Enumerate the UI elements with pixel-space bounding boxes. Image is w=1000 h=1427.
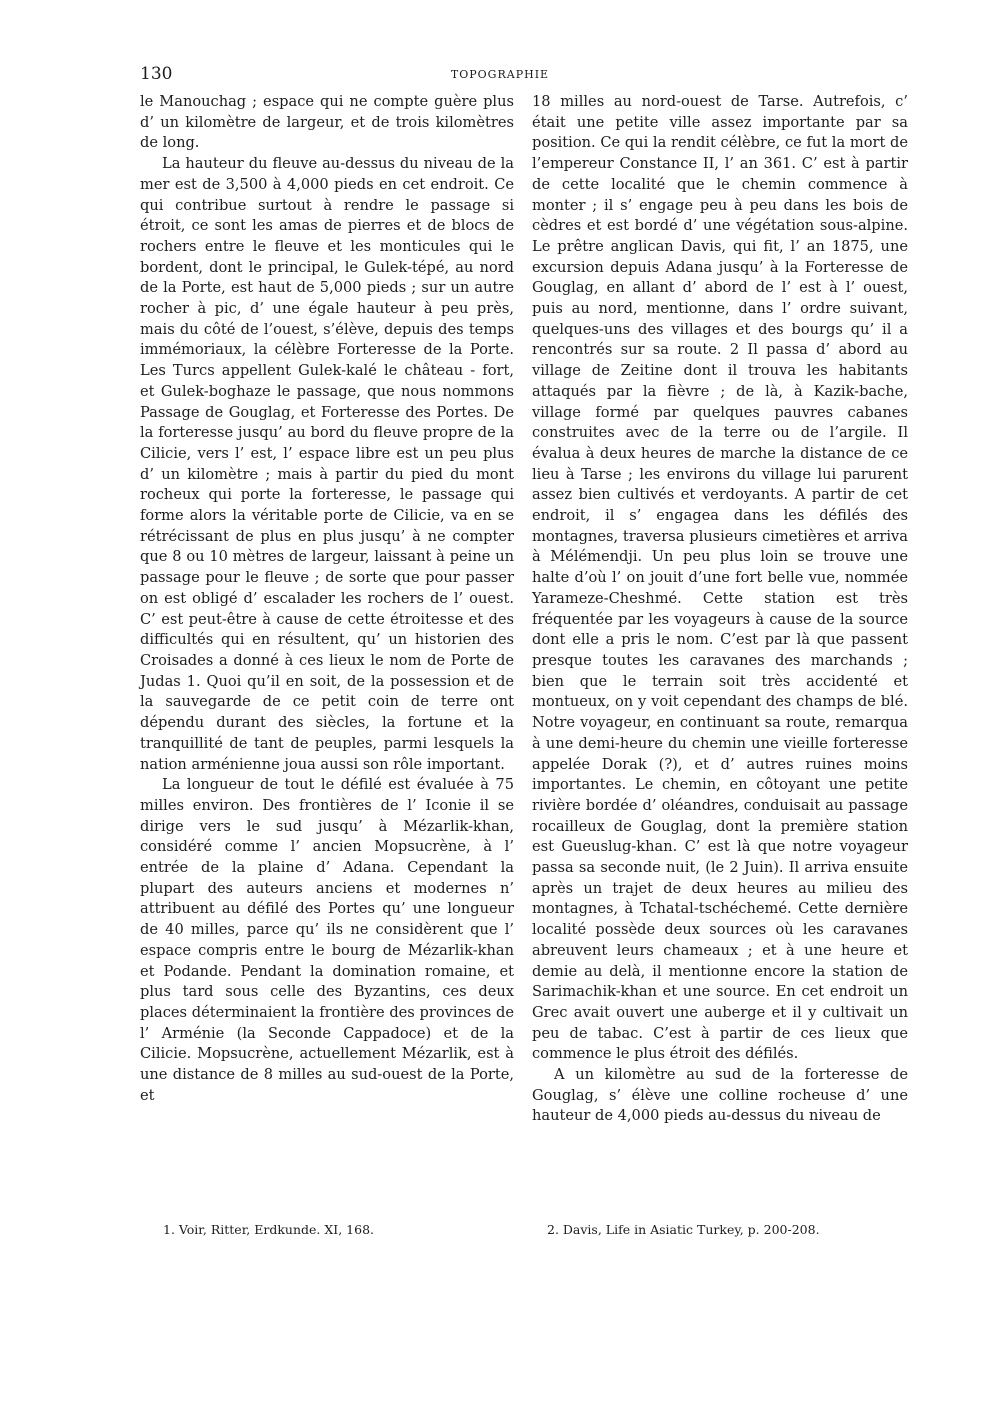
right-paragraph-1: 18 milles au nord-ouest de Tarse. Autrefois, c’ était une petite ville assez importante par sa position. Ce qui la rendit célèbre, ce fut la mort de l’empereur Constance II, l’ an 361. C’ est à partir de cette localité que le chemin commence à monter ; il s’ engage peu à peu dans les bois de cèdres et est bordé d’ une végétation sous-alpine. Le prêtre anglican Davis, qui fit, l’ an 1875, une excursion depuis Adana jusqu’ à la Forteresse de Gouglag, en allant d’ abord de l’ est à l’ ouest, puis au nord, mentionne, dans l’ ordre suivant, quelques-uns des villages et des bourgs qu’ il a rencontrés sur sa route. 2 Il passa d’ abord au village de Zeitine dont il trouva les habitants attaqués par la fièvre ; de là, à Kazik-bache, village formé par quelques pauvres cabanes construites avec de la terre ou de l’argile. Il évalua à deux heures de marche la distance de ce lieu à Tarse ; les environs du village lui parurent assez bien cultivés et verdoyants. A partir de cet endroit, il s’ engagea dans les défilés des montagnes, traversa plusieurs cimetières et arriva à Mélémendji. Un peu plus loin se trouve une halte d’où l’ on jouit d’une fort belle vue, nommée Yarameze-Cheshmé. Cette station est très fréquentée par les voyageurs à cause de la source dont elle a pris le nom. C’est par là que passent presque toutes les caravanes des marchands ; bien que le terrain soit très accidenté et montueux, on y voit cependant des champs de blé. Notre voyageur, en continuant sa route, remarqua à une demi-heure du chemin une vieille forteresse appelée Dorak (?), et d’ autres ruines moins importantes. Le chemin, en côtoyant une petite rivière bordée d’ oléandres, conduisait au passage rocailleux de Gouglag, dont la première station est Gueuslug-khan. C’ est là que notre voyageur passa sa seconde nuit, (le 2 Juin). Il arriva ensuite après un trajet de deux heures au milieu des montagnes, à Tchatal-tschéchemé. Cette dernière localité possède deux sources où les caravanes abreuvent leurs chameaux ; et à une heure et demie au delà, il mentionne encore la station de Sarimachik-khan et une source. En cet endroit un Grec avait ouvert une auberge et il y cultivait un peu de tabac. C’est à partir de ces lieux que commence le plus étroit des défilés. (532, 93, 908, 1063)
page-number: 130 (140, 64, 173, 84)
left-paragraph-1: le Manouchag ; espace qui ne compte guère plus d’ un kilomètre de largeur, et de trois kilomètres de long. (140, 93, 514, 152)
right-column (532, 92, 908, 1127)
footnote-2: 2. Davis, Life in Asiatic Turkey, p. 200-208. (547, 1222, 820, 1237)
left-column (140, 92, 514, 1106)
left-paragraph-2: La hauteur du fleuve au-dessus du niveau de la mer est de 3,500 à 4,000 pieds en cet endroit. Ce qui contribue surtout à rendre le passage si étroit, ce sont les amas de pierres et de blocs de rochers entre le fleuve et les monticules qui le bordent, dont le principal, le Gulek-tépé, au nord de la Porte, est haut de 5,000 pieds ; sur un autre rocher à pic, d’ une égale hauteur à peu près, mais du côté de l’ouest, s’élève, depuis des temps immémoriaux, la célèbre Forteresse de la Porte. Les Turcs appellent Gulek-kalé le château - fort, et Gulek-boghaze le passage, que nous nommons Passage de Gouglag, et Forteresse des Portes. De la forteresse jusqu’ au bord du fleuve propre de la Cilicie, vers l’ est, l’ espace libre est un peu plus d’ un kilomètre ; mais à partir du pied du mont rocheux qui porte la forteresse, le passage qui forme alors la véritable porte de Cilicie, va en se rétrécissant de plus en plus jusqu’ à ne compter que 8 ou 10 mètres de largeur, laissant à peine un passage pour le fleuve ; de sorte que pour passer on est obligé d’ escalader les rochers de l’ ouest. C’ est peut-être à cause de cette étroitesse et des difficultés qui en résultent, qu’ un historien des Croisades a donné à ces lieux le nom de Porte de Judas 1. Quoi qu’il en soit, de la possession et de la sauvegarde de ce petit coin de terre ont dépendu durant des siècles, la fortune et la tranquillité de tant de peuples, parmi lesquels la nation arménienne joua aussi son rôle important. (140, 155, 514, 773)
left-paragraph-3: La longueur de tout le défilé est évaluée à 75 milles environ. Des frontières de l’ Iconie il se dirige vers le sud jusqu’ à Mézarlik-khan, considéré comme l’ ancien Mopsucrène, à l’ entrée de la plaine d’ Adana. Cependant la plupart des auteurs anciens et modernes n’ attribuent au défilé des Portes qu’ une longueur de 40 milles, parce qu’ ils ne considèrent que l’ espace compris entre le bourg de Mézarlik-khan et Podande. Pendant la domination romaine, et plus tard sous celle des Byzantins, ces deux places déterminaient la frontière des provinces de l’ Arménie (la Seconde Cappadoce) et de la Cilicie. Mopsucrène, actuellement Mézarlik, est à une distance de 8 milles au sud-ouest de la Porte, et (140, 776, 514, 1104)
running-head: TOPOGRAPHIE (450, 68, 550, 81)
right-paragraph-2: A un kilomètre au sud de la forteresse de Gouglag, s’ élève une colline rocheuse d’ une hauteur de 4,000 pieds au-dessus du niveau de (532, 1066, 908, 1125)
footnote-1: 1. Voir, Ritter, Erdkunde. XI, 168. (163, 1222, 374, 1237)
